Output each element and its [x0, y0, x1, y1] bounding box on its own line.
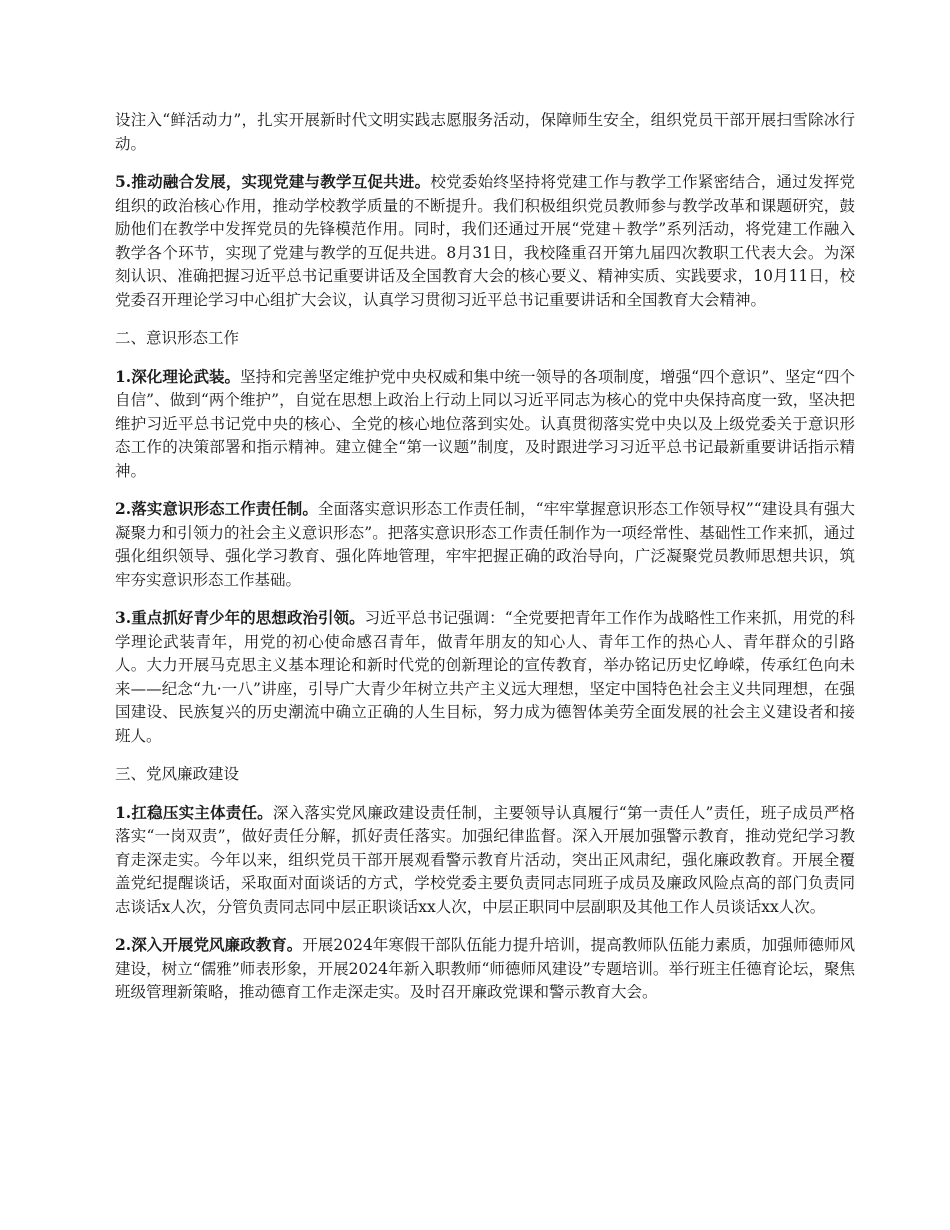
paragraph-text: 全面落实意识形态工作责任制，“牢牢掌握意识形态工作领导权”“建设具有强大凝聚力和引领力的社会主义意识形态”。把落实意识形态工作责任制作为一项经常性、基础性工作来抓，通过强化组织领导、强化学习教育、强化阵地管理，牢牢把握正确的政治导向，广泛凝聚党员教师思想共识，筑牢夯实意识形态工作基础。 — [115, 500, 855, 589]
section-heading — [115, 326, 855, 351]
paragraph — [115, 365, 855, 484]
paragraph-lead: 1.深化理论武装。 — [115, 366, 241, 386]
section-heading — [115, 762, 855, 787]
section-heading-text: 三、党风廉政建设 — [115, 765, 240, 783]
paragraph-text: 习近平总书记强调：“全党要把青年工作作为战略性工作来抓，用党的科学理论武装青年，用党的初心使命感召青年，做青年朋友的知心人、青年工作的热心人、青年群众的引路人。大力开展马克思主义基本理论和新时代党的创新理论的宣传教育，举办铭记历史忆峥嵘，传承红色向未来——纪念“九·一八”讲座，引导广大青少年树立共产主义远大理想，坚定中国特色社会主义共同理想，在强国建设、民族复兴的历史潮流中确立正确的人生目标，努力成为德智体美劳全面发展的社会主义建设者和接班人。 — [115, 609, 855, 745]
paragraph-lead: 2.落实意识形态工作责任制。 — [115, 499, 318, 518]
paragraph — [115, 108, 855, 156]
paragraph-text: 校党委始终坚持将党建工作与教学工作紧密结合，通过发挥党组织的政治核心作用，推动学校教学质量的不断提升。我们积极组织党员教师参与教学改革和课题研究，鼓励他们在教学中发挥党员的先锋模范作用。同时，我们还通过开展“党建＋教学”系列活动，将党建工作融入教学各个环节，实现了党建与教学的互促共进。8月31日，我校隆重召开第九届四次教职工代表大会。为深刻认识、准确把握习近平总书记重要讲话及全国教育大会的核心要义、精神实质、实践要求，10月11日，校党委召开理论学习中心组扩大会议，认真学习贯彻习近平总书记重要讲话和全国教育大会精神。 — [115, 173, 855, 309]
paragraph-text: 开展2024年寒假干部队伍能力提升培训，提高教师队伍能力素质，加强师德师风建设，树立“儒雅”师表形象，开展2024年新入职教师“师德师风建设”专题培训。举行班主任德育论坛，聚焦班级管理新策略，推动德育工作走深走实。及时召开廉政党课和警示教育大会。 — [115, 936, 855, 1001]
paragraph-text: 坚持和完善坚定维护党中央权威和集中统一领导的各项制度，增强“四个意识”、坚定“四个自信”、做到“两个维护”，自觉在思想上政治上行动上同以习近平同志为核心的党中央保持高度一致，坚决把维护习近平总书记党中央的核心、全党的核心地位落到实处。认真贯彻落实党中央以及上级党委关于意识形态工作的决策部署和指示精神。建立健全“第一议题”制度，及时跟进学习习近平总书记最新重要讲话指示精神。 — [115, 367, 855, 480]
paragraph — [115, 497, 855, 592]
paragraph-text: 设注入“鲜活动力”，扎实开展新时代文明实践志愿服务活动，保障师生安全，组织党员干部开展扫雪除冰行动。 — [115, 111, 855, 153]
paragraph-lead: 5.推动融合发展，实现党建与教学互促共进。 — [115, 172, 431, 191]
paragraph-lead: 3.重点抓好青少年的思想政治引领。 — [115, 608, 365, 627]
section-heading-text: 二、意识形态工作 — [115, 329, 240, 347]
document-body — [115, 108, 855, 1019]
paragraph — [115, 933, 855, 1005]
paragraph — [115, 801, 855, 920]
paragraph — [115, 606, 855, 748]
paragraph-lead: 2.深入开展党风廉政教育。 — [115, 935, 303, 954]
paragraph-lead: 1.扛稳压实主体责任。 — [115, 802, 273, 822]
paragraph-text: 深入落实党风廉政建设责任制，主要领导认真履行“第一责任人”责任，班子成员严格落实“一岗双责”，做好责任分解，抓好责任落实。加强纪律监督。深入开展加强警示教育，推动党纪学习教育走深走实。今年以来，组织党员干部开展观看警示教育片活动，突出正风肃纪，强化廉政教育。开展全覆盖党纪提醒谈话，采取面对面谈话的方式，学校党委主要负责同志同班子成员及廉政风险点高的部门负责同志谈话x人次，分管负责同志同中层正职谈话xx人次，中层正职同中层副职及其他工作人员谈话xx人次。 — [115, 803, 855, 916]
paragraph — [115, 170, 855, 312]
